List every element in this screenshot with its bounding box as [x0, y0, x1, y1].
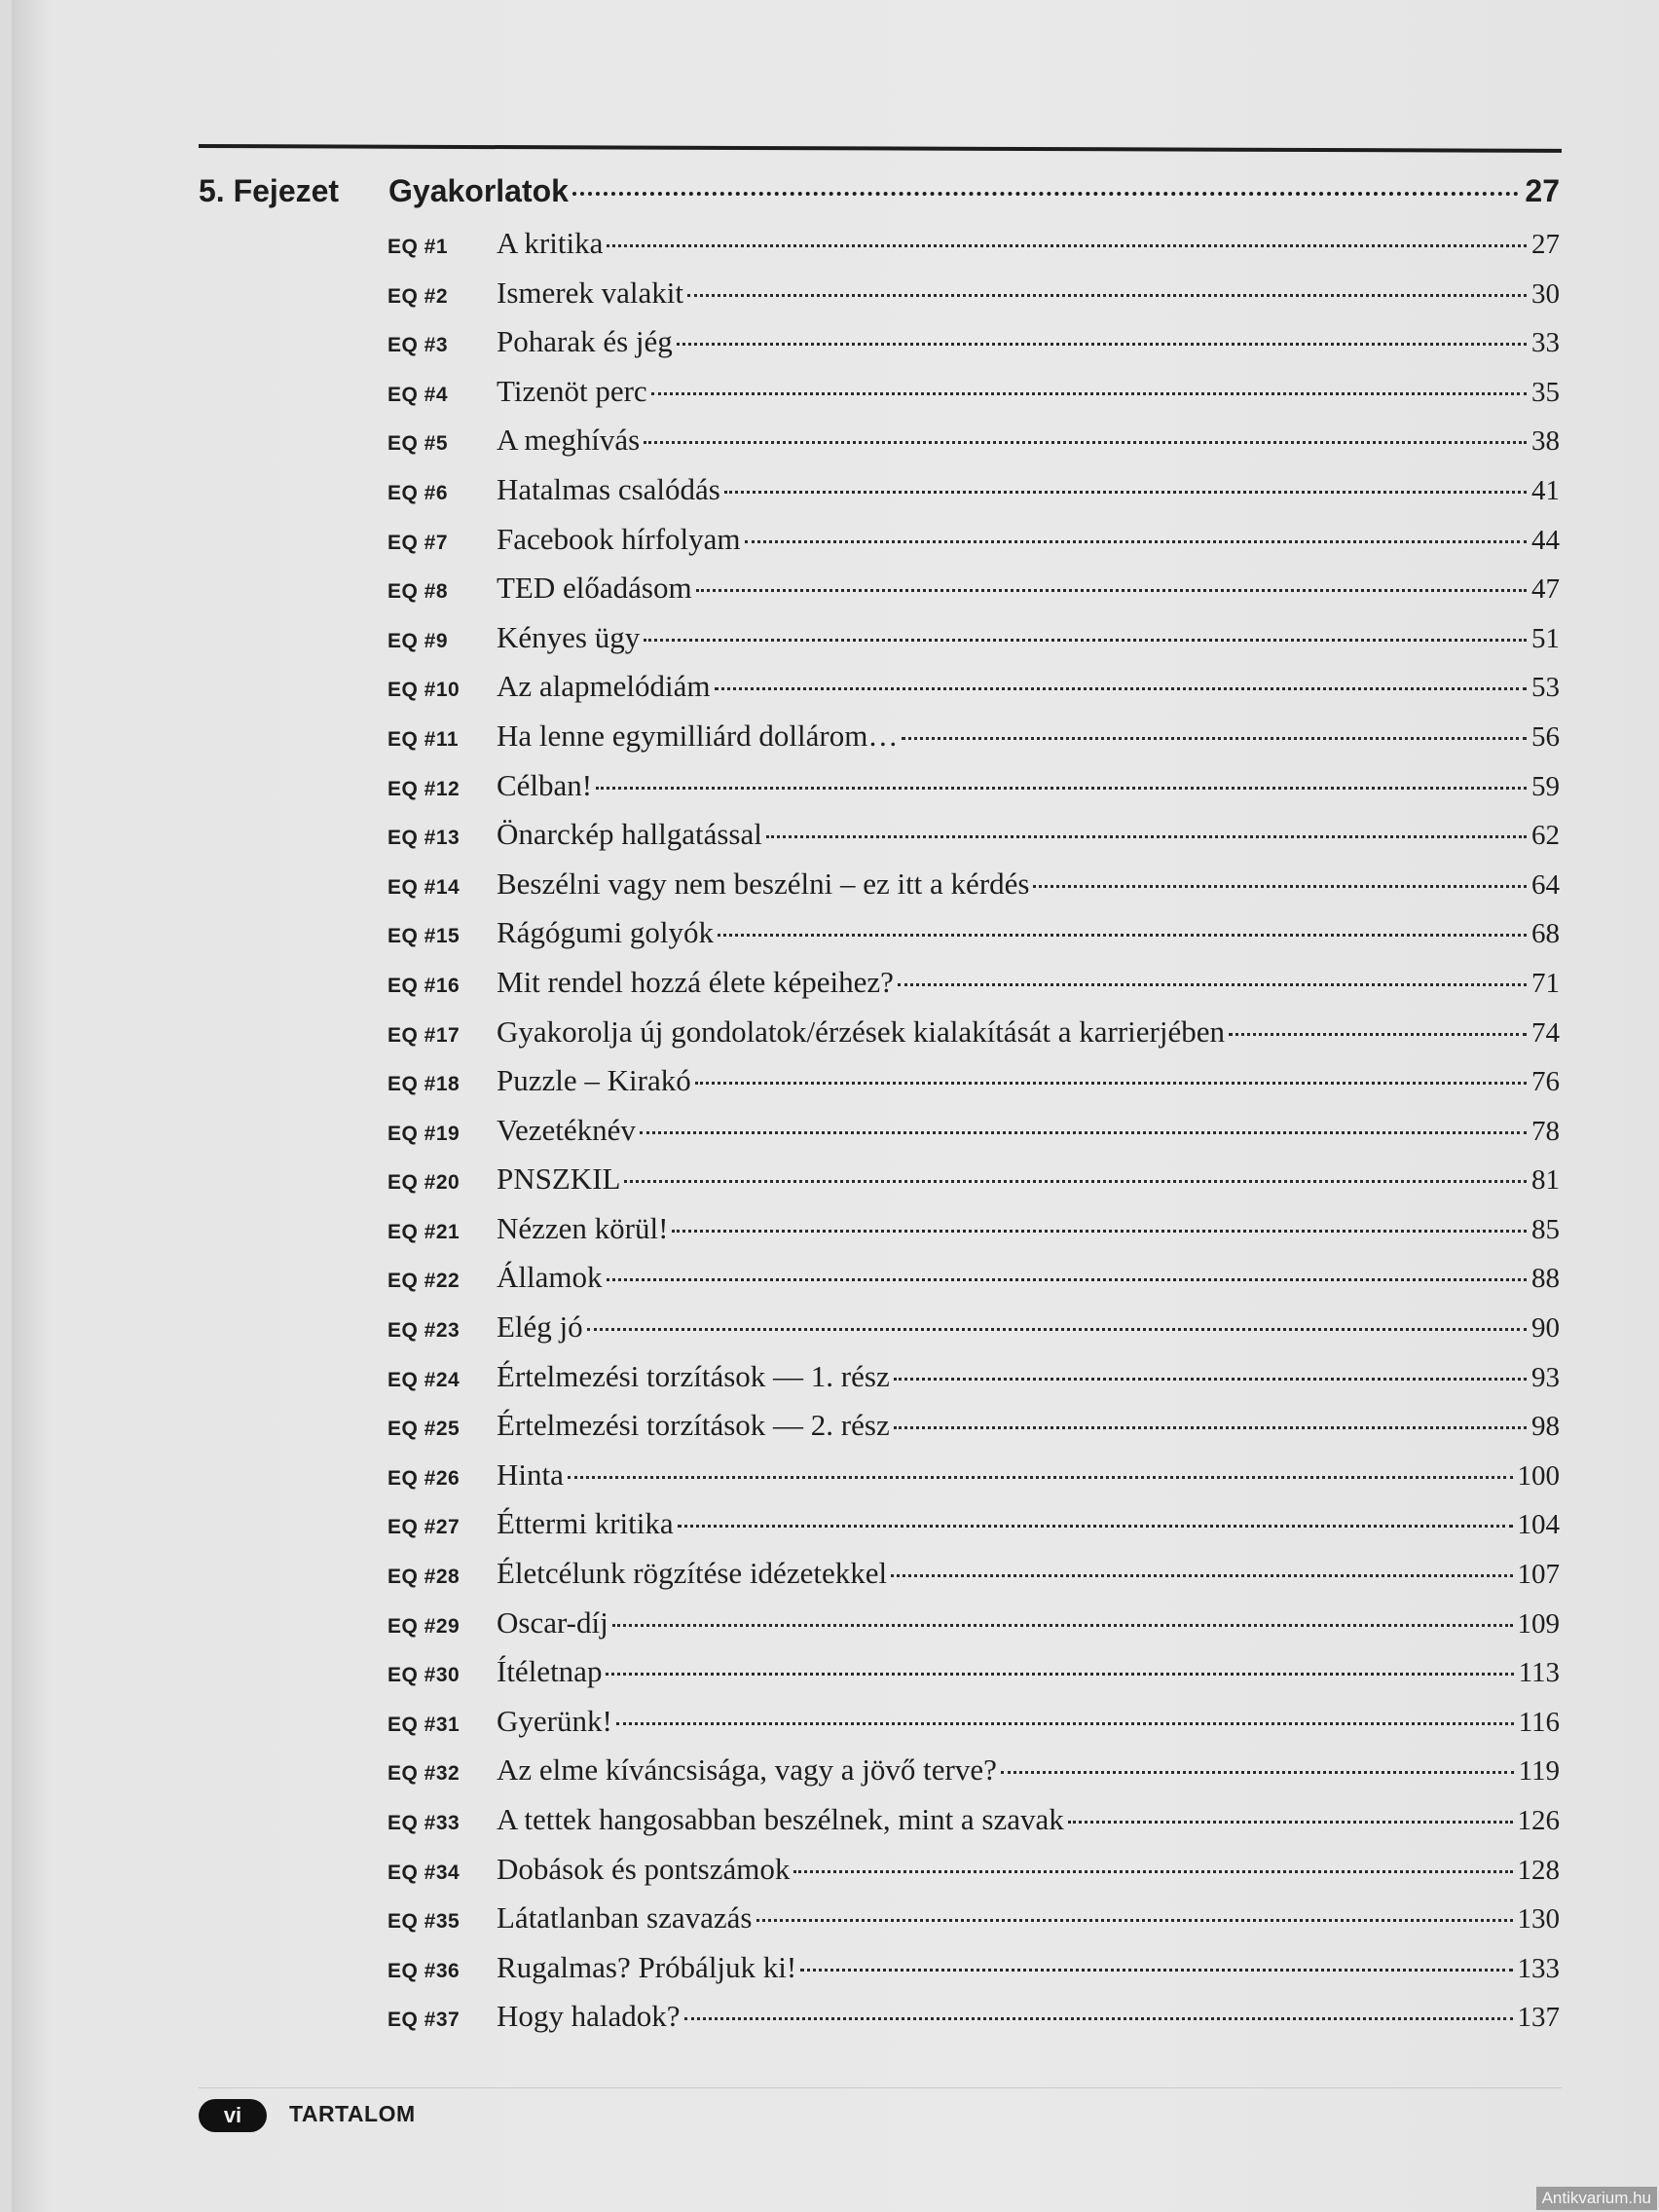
exercise-title: Ha lenne egymilliárd dollárom… — [497, 718, 899, 753]
dot-leader — [894, 1426, 1527, 1429]
exercise-title: Oscar-díj — [497, 1604, 608, 1640]
dot-leader — [696, 589, 1527, 592]
exercise-code: EQ #8 — [387, 580, 449, 604]
toc-entry — [387, 1457, 1560, 1507]
exercise-code: EQ #32 — [387, 1762, 461, 1786]
exercise-code: EQ #1 — [387, 236, 449, 258]
exercise-code: EQ #34 — [387, 1861, 461, 1884]
exercise-page-number: 109 — [1517, 1607, 1560, 1640]
exercise-code: EQ #21 — [387, 1220, 461, 1243]
dot-leader — [677, 343, 1527, 346]
exercise-title: Ismerek valakit — [497, 275, 683, 310]
exercise-title: Hinta — [497, 1456, 564, 1492]
toc-entry — [387, 965, 1560, 1014]
exercise-title: Hogy haladok? — [497, 1999, 681, 2034]
exercise-page-number: 81 — [1531, 1164, 1560, 1197]
exercise-page-number: 56 — [1531, 720, 1560, 753]
exercise-code: EQ #27 — [387, 1516, 461, 1539]
exercise-page-number: 113 — [1518, 1657, 1560, 1689]
toc-entry — [387, 1950, 1560, 2000]
toc-entry-list — [387, 226, 1560, 2048]
dot-leader — [718, 934, 1527, 937]
exercise-page-number: 30 — [1531, 277, 1560, 310]
exercise-page-number: 85 — [1531, 1213, 1560, 1245]
page-number-badge: vi — [199, 2099, 267, 2132]
exercise-title: Rágógumi golyók — [497, 915, 715, 950]
dot-leader — [891, 1574, 1512, 1577]
dot-leader — [607, 244, 1527, 247]
exercise-title: Gyerünk! — [497, 1703, 612, 1738]
dot-leader — [644, 639, 1527, 642]
exercise-page-number: 98 — [1531, 1411, 1560, 1443]
exercise-code: EQ #18 — [387, 1073, 461, 1096]
toc-entry — [387, 226, 1560, 276]
exercise-page-number: 104 — [1517, 1509, 1560, 1541]
toc-entry — [387, 719, 1560, 768]
dot-leader — [684, 2017, 1513, 2020]
dot-leader — [1001, 1771, 1514, 1774]
exercise-page-number: 38 — [1531, 425, 1560, 458]
dot-leader — [616, 1722, 1514, 1725]
dot-leader — [644, 441, 1527, 444]
exercise-title: Rugalmas? Próbáljuk ki! — [497, 1949, 797, 1984]
toc-entry — [387, 1704, 1560, 1753]
exercise-code: EQ #23 — [387, 1319, 461, 1343]
exercise-code: EQ #3 — [387, 334, 449, 357]
exercise-title: Az elme kíváncsisága, vagy a jövő terve? — [497, 1752, 997, 1788]
exercise-title: Facebook hírfolyam — [497, 521, 741, 556]
toc-entry — [387, 1900, 1560, 1950]
exercise-code: EQ #16 — [387, 974, 461, 997]
book-page — [12, 0, 1659, 2212]
toc-entry — [387, 620, 1560, 670]
toc-entry — [387, 472, 1560, 522]
toc-entry — [387, 1999, 1560, 2048]
toc-entry — [387, 571, 1560, 620]
dot-leader — [1068, 1821, 1513, 1824]
dot-leader — [612, 1624, 1513, 1627]
toc-entry — [387, 276, 1560, 325]
exercise-code: EQ #6 — [387, 481, 449, 504]
toc-entry — [387, 1654, 1560, 1704]
exercise-code: EQ #12 — [387, 777, 461, 800]
exercise-page-number: 128 — [1517, 1854, 1560, 1886]
exercise-page-number: 51 — [1531, 622, 1560, 654]
exercise-page-number: 41 — [1531, 474, 1560, 506]
exercise-code: EQ #5 — [387, 432, 449, 456]
exercise-title: Vezetéknév — [497, 1112, 636, 1147]
dot-leader — [894, 1378, 1527, 1381]
toc-entry — [387, 374, 1560, 424]
exercise-title: Nézzen körül! — [497, 1210, 669, 1245]
dot-leader — [651, 392, 1527, 395]
exercise-code: EQ #2 — [387, 284, 449, 308]
dot-leader — [766, 835, 1527, 838]
exercise-code: EQ #24 — [387, 1368, 461, 1391]
exercise-code: EQ #13 — [387, 827, 461, 850]
dot-leader — [687, 294, 1527, 297]
exercise-page-number: 47 — [1531, 573, 1560, 606]
dot-leader — [572, 192, 1519, 196]
toc-entry — [387, 1161, 1560, 1211]
toc-entry — [387, 1506, 1560, 1556]
dot-leader — [898, 983, 1527, 986]
toc-entry — [387, 324, 1560, 374]
dot-leader — [587, 1328, 1527, 1331]
toc-entry — [387, 1063, 1560, 1113]
exercise-title: Mit rendel hozzá élete képeihez? — [497, 964, 894, 999]
exercise-title: Kényes ügy — [497, 619, 641, 654]
exercise-code: EQ #19 — [387, 1122, 461, 1145]
exercise-page-number: 116 — [1518, 1706, 1560, 1738]
exercise-title: Beszélni vagy nem beszélni – ez itt a kérdés — [497, 866, 1030, 901]
exercise-page-number: 107 — [1517, 1559, 1560, 1591]
exercise-code: EQ #30 — [387, 1664, 461, 1687]
dot-leader — [715, 687, 1528, 690]
exercise-code: EQ #15 — [387, 925, 461, 948]
chapter-number: 5. Fejezet — [199, 173, 340, 208]
exercise-page-number: 33 — [1531, 327, 1560, 359]
exercise-title: Elég jó — [497, 1309, 583, 1345]
chapter-heading — [199, 173, 1560, 224]
toc-entry — [387, 1359, 1560, 1409]
exercise-page-number: 71 — [1531, 967, 1560, 999]
top-rule — [199, 144, 1562, 153]
exercise-page-number: 126 — [1517, 1805, 1560, 1836]
exercise-title: Gyakorolja új gondolatok/érzések kialakítását a karrierjében — [497, 1014, 1225, 1049]
exercise-page-number: 133 — [1517, 1952, 1560, 1984]
dot-leader — [745, 540, 1527, 543]
exercise-code: EQ #37 — [387, 2009, 461, 2032]
exercise-title: Értelmezési torzítások — 1. rész — [497, 1358, 890, 1393]
toc-entry — [387, 1802, 1560, 1852]
exercise-page-number: 90 — [1531, 1312, 1560, 1345]
exercise-title: Hatalmas csalódás — [497, 471, 720, 506]
exercise-page-number: 62 — [1531, 820, 1560, 852]
chapter-title: Gyakorlatok — [388, 173, 569, 208]
exercise-page-number: 35 — [1531, 376, 1560, 408]
dot-leader — [672, 1230, 1527, 1233]
exercise-title: Életcélunk rögzítése idézetekkel — [497, 1556, 888, 1591]
exercise-title: Önarckép hallgatással — [497, 817, 762, 852]
exercise-code: EQ #4 — [387, 383, 449, 406]
exercise-code: EQ #36 — [387, 1959, 461, 1982]
dot-leader — [724, 491, 1527, 494]
toc-entry — [387, 1852, 1560, 1901]
toc-entry — [387, 423, 1560, 472]
exercise-code: EQ #10 — [387, 679, 461, 702]
toc-entry — [387, 817, 1560, 866]
toc-entry — [387, 1556, 1560, 1605]
exercise-title: Ítéletnap — [497, 1654, 603, 1689]
toc-entry — [387, 1260, 1560, 1309]
exercise-code: EQ #31 — [387, 1713, 461, 1736]
exercise-title: Poharak és jég — [497, 324, 673, 359]
exercise-code: EQ #33 — [387, 1812, 461, 1834]
exercise-code: EQ #35 — [387, 1910, 461, 1934]
dot-leader — [800, 1969, 1512, 1972]
toc-entry — [387, 768, 1560, 818]
exercise-code: EQ #14 — [387, 875, 461, 899]
exercise-page-number: 27 — [1531, 229, 1560, 260]
exercise-page-number: 59 — [1531, 770, 1560, 802]
exercise-title: Célban! — [497, 767, 593, 802]
dot-leader — [607, 1278, 1528, 1281]
bottom-rule — [199, 2087, 1562, 2088]
exercise-title: Államok — [497, 1260, 603, 1295]
exercise-code: EQ #29 — [387, 1614, 461, 1638]
dot-leader — [756, 1919, 1513, 1922]
exercise-title: Látatlanban szavazás — [497, 1900, 753, 1936]
toc-entry — [387, 1113, 1560, 1162]
toc-entry — [387, 1605, 1560, 1655]
dot-leader — [695, 1082, 1527, 1085]
dot-leader — [596, 787, 1527, 790]
chapter-page-number: 27 — [1525, 173, 1560, 208]
exercise-title: Az alapmelódiám — [497, 669, 711, 704]
exercise-page-number: 64 — [1531, 868, 1560, 901]
dot-leader — [678, 1525, 1513, 1528]
exercise-title: Tizenöt perc — [497, 373, 647, 408]
toc-entry — [387, 522, 1560, 571]
toc-entry — [387, 1211, 1560, 1261]
exercise-title: Puzzle – Kirakó — [497, 1063, 691, 1098]
dot-leader — [568, 1476, 1513, 1479]
exercise-title: TED előadásom — [497, 571, 692, 606]
toc-entry — [387, 669, 1560, 719]
dot-leader — [1033, 885, 1527, 888]
exercise-title: Dobások és pontszámok — [497, 1851, 791, 1886]
exercise-code: EQ #17 — [387, 1023, 461, 1047]
exercise-title: Értelmezési torzítások — 2. rész — [497, 1408, 890, 1443]
dot-leader — [793, 1870, 1512, 1873]
exercise-page-number: 74 — [1531, 1016, 1560, 1049]
exercise-page-number: 53 — [1531, 672, 1560, 704]
exercise-page-number: 93 — [1531, 1361, 1560, 1393]
exercise-page-number: 44 — [1531, 524, 1560, 556]
exercise-code: EQ #11 — [387, 727, 460, 751]
exercise-page-number: 130 — [1517, 1903, 1560, 1936]
exercise-code: EQ #26 — [387, 1466, 461, 1490]
dot-leader — [606, 1673, 1513, 1676]
exercise-code: EQ #22 — [387, 1270, 461, 1293]
exercise-page-number: 137 — [1517, 2002, 1560, 2034]
exercise-code: EQ #28 — [387, 1566, 461, 1589]
exercise-code: EQ #25 — [387, 1418, 461, 1441]
exercise-title: PNSZKIL — [497, 1161, 621, 1197]
exercise-page-number: 68 — [1531, 918, 1560, 950]
exercise-page-number: 119 — [1518, 1755, 1560, 1788]
toc-entry — [387, 1752, 1560, 1802]
dot-leader — [902, 737, 1527, 740]
toc-entry — [387, 866, 1560, 916]
exercise-page-number: 78 — [1531, 1115, 1560, 1147]
exercise-code: EQ #20 — [387, 1171, 461, 1195]
exercise-code: EQ #7 — [387, 531, 449, 554]
dot-leader — [1229, 1033, 1527, 1036]
toc-entry — [387, 915, 1560, 965]
dot-leader — [624, 1180, 1527, 1183]
exercise-page-number: 100 — [1517, 1459, 1560, 1492]
exercise-title: A kritika — [497, 226, 604, 260]
dot-leader — [640, 1131, 1527, 1134]
exercise-title: A meghívás — [497, 423, 641, 458]
watermark: Antikvarium.hu — [1536, 2187, 1657, 2210]
toc-entry — [387, 1408, 1560, 1457]
exercise-title: Éttermi kritika — [497, 1506, 674, 1541]
exercise-title: A tettek hangosabban beszélnek, mint a szavak — [497, 1802, 1064, 1836]
exercise-page-number: 76 — [1531, 1066, 1560, 1098]
running-footer: TARTALOM — [289, 2101, 416, 2126]
exercise-code: EQ #9 — [387, 629, 449, 652]
toc-entry — [387, 1014, 1560, 1064]
exercise-page-number: 88 — [1531, 1263, 1560, 1295]
toc-entry — [387, 1309, 1560, 1359]
